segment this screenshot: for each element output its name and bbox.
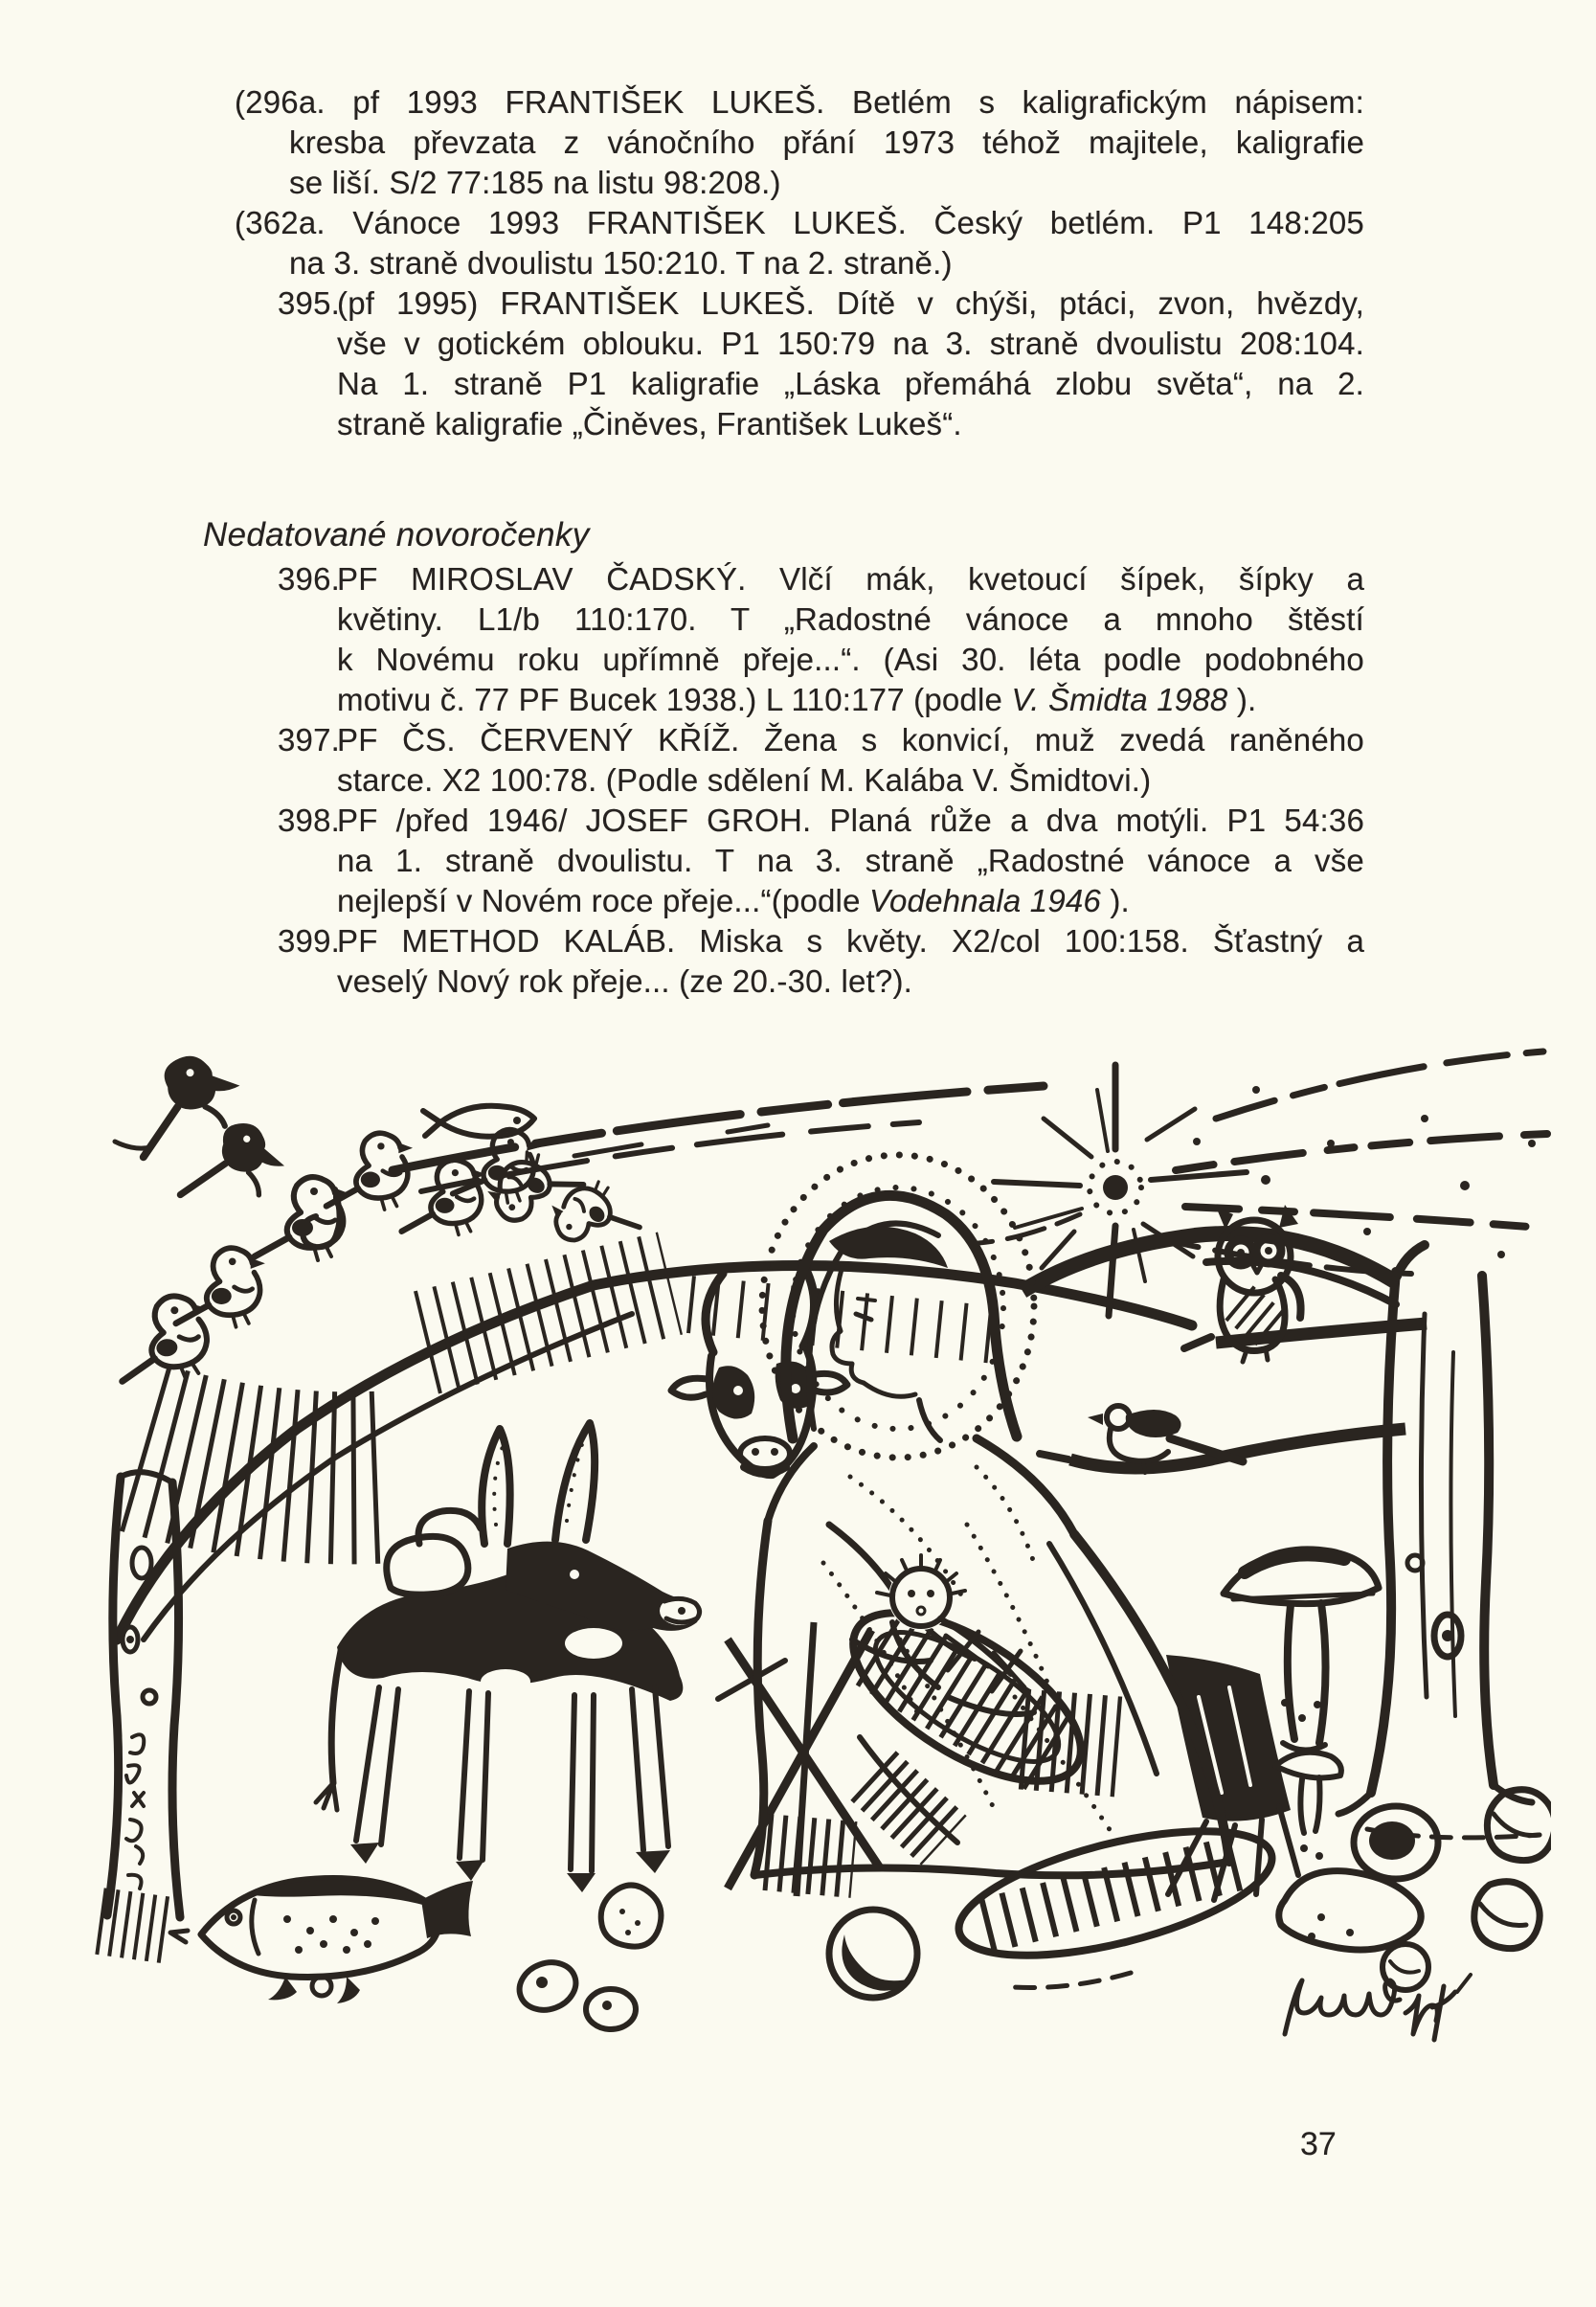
entry-text-italic: Vodehnala 1946 xyxy=(869,883,1101,918)
entry-line xyxy=(235,921,1364,961)
section-heading: Nedatované novoročenky xyxy=(203,516,590,554)
entry-text: k Novému roku upřímně přeje...“. (Asi 30. léta podle podobného xyxy=(337,642,1364,677)
entry-text: straně kaligrafie „Činěves, František Lukeš“. xyxy=(337,406,962,441)
entry-text: Na 1. straně P1 kaligrafie „Láska přemáhá zlobu světa“, na 2. xyxy=(337,366,1364,401)
entry-line xyxy=(337,961,1364,1002)
entry-text: (pf 1995) FRANTIŠEK LUKEŠ. Dítě v chýši, ptáci, zvon, hvězdy, xyxy=(337,285,1364,321)
entry-line xyxy=(235,720,1364,760)
entry-number: 398. xyxy=(278,803,341,838)
entry-text: na 3. straně dvoulistu 150:210. T na 2. straně.) xyxy=(289,245,953,281)
entry-line xyxy=(337,680,1364,720)
entry-line xyxy=(289,163,1364,203)
entry-number: 396. xyxy=(278,561,341,597)
entry-line xyxy=(235,283,1364,324)
entry-399 xyxy=(235,921,1364,1002)
entry-text-italic: V. Šmidta 1988 xyxy=(1011,682,1228,717)
entry-line xyxy=(337,640,1364,680)
entry-number: 395. xyxy=(278,285,341,321)
drawing-signature xyxy=(1285,1975,1471,2040)
entry-line xyxy=(235,801,1364,841)
page-number: 37 xyxy=(1300,2126,1337,2162)
entry-line xyxy=(235,559,1364,599)
entry-line xyxy=(337,364,1364,404)
entry-text: (296a. pf 1993 FRANTIŠEK LUKEŠ. Betlém s kaligrafickým nápisem: xyxy=(235,84,1364,120)
entry-line xyxy=(337,404,1364,444)
entry-line xyxy=(337,881,1364,921)
entry-text: veselý Nový rok přeje... (ze 20.-30. let?). xyxy=(337,963,913,999)
entry-text: vše v gotickém oblouku. P1 150:79 na 3. straně dvoulistu 208:104. xyxy=(337,326,1364,361)
entry-line xyxy=(289,123,1364,163)
entry-text: PF /před 1946/ JOSEF GROH. Planá růže a dva motýli. P1 54:36 xyxy=(337,803,1364,838)
entry-397 xyxy=(235,720,1364,801)
drawing-fish xyxy=(170,1879,473,2004)
entry-line xyxy=(289,243,1364,283)
entry-text: starce. X2 100:78. (Podle sdělení M. Kalába V. Šmidtovi.) xyxy=(337,762,1152,798)
entry-number: 397. xyxy=(278,722,341,758)
entry-text: kresba převzata z vánočního přání 1973 téhož majitele, kaligrafie xyxy=(289,124,1364,160)
entry-396 xyxy=(235,559,1364,720)
entry-line xyxy=(337,760,1364,801)
entry-text: ). xyxy=(1227,682,1257,717)
entry-text: se liší. S/2 77:185 na listu 98:208.) xyxy=(289,165,781,200)
entry-395 xyxy=(235,283,1364,444)
entry-number: 399. xyxy=(278,923,341,959)
entry-text: nejlepší v Novém roce přeje...“(podle xyxy=(337,883,870,918)
drawing-manger-with-child xyxy=(827,1555,1108,1843)
entry-362a xyxy=(235,203,1364,283)
entry-text: ). xyxy=(1101,883,1130,918)
entry-296a xyxy=(235,82,1364,203)
entry-line xyxy=(337,324,1364,364)
drawing-trunk-inscription xyxy=(126,1734,144,1889)
entry-line xyxy=(337,599,1364,640)
entry-text: na 1. straně dvoulistu. T na 3. straně „Radostné vánoce a vše xyxy=(337,843,1364,878)
entry-text: květiny. L1/b 110:170. T „Radostné vánoce a mnoho štěstí xyxy=(337,601,1364,637)
entry-text: motivu č. 77 PF Bucek 1938.) L 110:177 (podle xyxy=(337,682,1012,717)
entry-398 xyxy=(235,801,1364,921)
entry-line xyxy=(235,82,1364,123)
nativity-illustration xyxy=(57,1027,1551,2061)
entry-line xyxy=(235,203,1364,243)
catalog-text-block-top xyxy=(235,82,1364,444)
catalog-text-block-undated xyxy=(235,559,1364,1002)
entry-line xyxy=(337,841,1364,881)
entry-text: (362a. Vánoce 1993 FRANTIŠEK LUKEŠ. Český betlém. P1 148:205 xyxy=(235,205,1364,240)
entry-text: PF MIROSLAV ČADSKÝ. Vlčí mák, kvetoucí šípek, šípky a xyxy=(337,561,1364,597)
entry-text: PF ČS. ČERVENÝ KŘÍŽ. Žena s konvicí, muž zvedá raněného xyxy=(337,722,1364,758)
drawing-bread-loaf xyxy=(947,1806,1291,2011)
entry-text: PF METHOD KALÁB. Miska s květy. X2/col 100:158. Šťastný a xyxy=(337,923,1364,959)
